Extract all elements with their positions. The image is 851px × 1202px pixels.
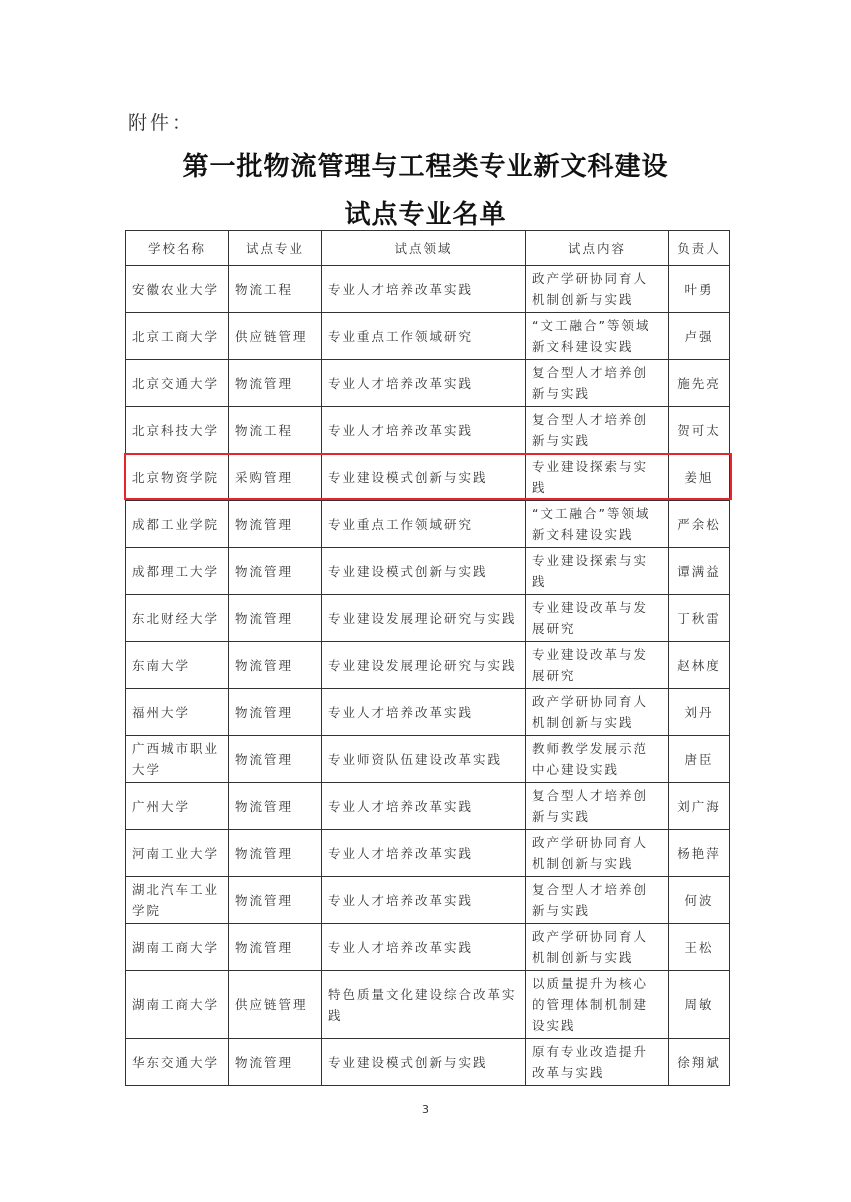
cell-major: 物流管理: [229, 924, 322, 971]
cell-field: 专业人才培养改革实践: [322, 407, 526, 454]
table-row: [126, 548, 730, 595]
cell-leader: 唐臣: [669, 736, 730, 783]
cell-major: 物流工程: [229, 407, 322, 454]
cell-field: 专业建设模式创新与实践: [322, 1039, 526, 1086]
cell-leader: 刘广海: [669, 783, 730, 830]
cell-field: 专业人才培养改革实践: [322, 689, 526, 736]
table-row: [126, 689, 730, 736]
cell-content: 专业建设探索与实践: [526, 454, 669, 501]
cell-field: 专业建设发展理论研究与实践: [322, 595, 526, 642]
cell-school: 福州大学: [126, 689, 229, 736]
table-row: [126, 313, 730, 360]
header-leader: 负责人: [669, 231, 730, 266]
cell-major: 供应链管理: [229, 971, 322, 1039]
cell-leader: 赵林度: [669, 642, 730, 689]
cell-content: 政产学研协同育人机制创新与实践: [526, 924, 669, 971]
table-row: [126, 501, 730, 548]
cell-leader: 何波: [669, 877, 730, 924]
cell-major: 物流管理: [229, 360, 322, 407]
cell-leader: 卢强: [669, 313, 730, 360]
cell-major: 供应链管理: [229, 313, 322, 360]
cell-field: 特色质量文化建设综合改革实践: [322, 971, 526, 1039]
cell-major: 物流管理: [229, 783, 322, 830]
cell-major: 物流管理: [229, 1039, 322, 1086]
document-title: 第一批物流管理与工程类专业新文科建设: [182, 152, 669, 182]
cell-content: “文工融合”等领域新文科建设实践: [526, 501, 669, 548]
cell-school: 北京物资学院: [126, 454, 229, 501]
cell-content: 复合型人才培养创新与实践: [526, 877, 669, 924]
pilot-list-table: [125, 230, 730, 1086]
cell-school: 华东交通大学: [126, 1039, 229, 1086]
page-number: 3: [422, 1103, 429, 1116]
document-subtitle: 试点专业名单: [344, 200, 507, 230]
cell-leader: 徐翔斌: [669, 1039, 730, 1086]
cell-content: 复合型人才培养创新与实践: [526, 407, 669, 454]
table-row: [126, 1039, 730, 1086]
cell-field: 专业建设发展理论研究与实践: [322, 642, 526, 689]
table-header-row: [126, 231, 730, 266]
cell-content: 专业建设改革与发展研究: [526, 642, 669, 689]
cell-major: 物流管理: [229, 877, 322, 924]
cell-leader: 王松: [669, 924, 730, 971]
cell-school: 湖北汽车工业学院: [126, 877, 229, 924]
cell-leader: 严余松: [669, 501, 730, 548]
cell-content: 政产学研协同育人机制创新与实践: [526, 830, 669, 877]
cell-field: 专业重点工作领域研究: [322, 501, 526, 548]
cell-field: 专业人才培养改革实践: [322, 783, 526, 830]
cell-field: 专业人才培养改革实践: [322, 877, 526, 924]
cell-major: 物流管理: [229, 595, 322, 642]
header-school: 学校名称: [126, 231, 229, 266]
table-row: [126, 595, 730, 642]
cell-school: 广西城市职业大学: [126, 736, 229, 783]
cell-leader: 施先亮: [669, 360, 730, 407]
cell-school: 北京科技大学: [126, 407, 229, 454]
cell-content: 政产学研协同育人机制创新与实践: [526, 266, 669, 313]
cell-content: 教师教学发展示范中心建设实践: [526, 736, 669, 783]
table-row: [126, 924, 730, 971]
cell-leader: 谭满益: [669, 548, 730, 595]
cell-school: 安徽农业大学: [126, 266, 229, 313]
cell-school: 成都理工大学: [126, 548, 229, 595]
cell-major: 物流管理: [229, 830, 322, 877]
cell-school: 广州大学: [126, 783, 229, 830]
cell-leader: 叶勇: [669, 266, 730, 313]
table-row: [126, 266, 730, 313]
cell-school: 湖南工商大学: [126, 971, 229, 1039]
cell-content: “文工融合”等领域新文科建设实践: [526, 313, 669, 360]
table-row: [126, 877, 730, 924]
table-row: [126, 407, 730, 454]
table-row: [126, 830, 730, 877]
table-row: [126, 783, 730, 830]
table-row: [126, 360, 730, 407]
cell-leader: 姜旭: [669, 454, 730, 501]
cell-field: 专业人才培养改革实践: [322, 360, 526, 407]
cell-content: 专业建设改革与发展研究: [526, 595, 669, 642]
cell-content: 复合型人才培养创新与实践: [526, 783, 669, 830]
header-major: 试点专业: [229, 231, 322, 266]
cell-major: 物流管理: [229, 548, 322, 595]
cell-major: 物流管理: [229, 501, 322, 548]
table-row: [126, 642, 730, 689]
cell-field: 专业人才培养改革实践: [322, 830, 526, 877]
cell-major: 物流管理: [229, 642, 322, 689]
cell-school: 北京交通大学: [126, 360, 229, 407]
table-row: [126, 736, 730, 783]
cell-field: 专业人才培养改革实践: [322, 266, 526, 313]
cell-field: 专业重点工作领域研究: [322, 313, 526, 360]
cell-field: 专业建设模式创新与实践: [322, 548, 526, 595]
table-row-highlighted: [126, 454, 730, 501]
cell-content: 原有专业改造提升改革与实践: [526, 1039, 669, 1086]
cell-field: 专业建设模式创新与实践: [322, 454, 526, 501]
cell-major: 物流工程: [229, 266, 322, 313]
cell-content: 专业建设探索与实践: [526, 548, 669, 595]
cell-major: 物流管理: [229, 689, 322, 736]
cell-school: 河南工业大学: [126, 830, 229, 877]
cell-leader: 刘丹: [669, 689, 730, 736]
cell-field: 专业人才培养改革实践: [322, 924, 526, 971]
cell-school: 湖南工商大学: [126, 924, 229, 971]
cell-school: 东北财经大学: [126, 595, 229, 642]
cell-major: 物流管理: [229, 736, 322, 783]
cell-major: 采购管理: [229, 454, 322, 501]
cell-content: 以质量提升为核心的管理体制机制建设实践: [526, 971, 669, 1039]
table-row: [126, 971, 730, 1039]
cell-content: 政产学研协同育人机制创新与实践: [526, 689, 669, 736]
cell-school: 北京工商大学: [126, 313, 229, 360]
attachment-label: 附件：: [128, 112, 195, 134]
cell-content: 复合型人才培养创新与实践: [526, 360, 669, 407]
cell-leader: 丁秋雷: [669, 595, 730, 642]
cell-school: 成都工业学院: [126, 501, 229, 548]
cell-leader: 杨艳萍: [669, 830, 730, 877]
cell-field: 专业师资队伍建设改革实践: [322, 736, 526, 783]
cell-leader: 贺可太: [669, 407, 730, 454]
header-content: 试点内容: [526, 231, 669, 266]
cell-school: 东南大学: [126, 642, 229, 689]
cell-leader: 周敏: [669, 971, 730, 1039]
header-field: 试点领域: [322, 231, 526, 266]
